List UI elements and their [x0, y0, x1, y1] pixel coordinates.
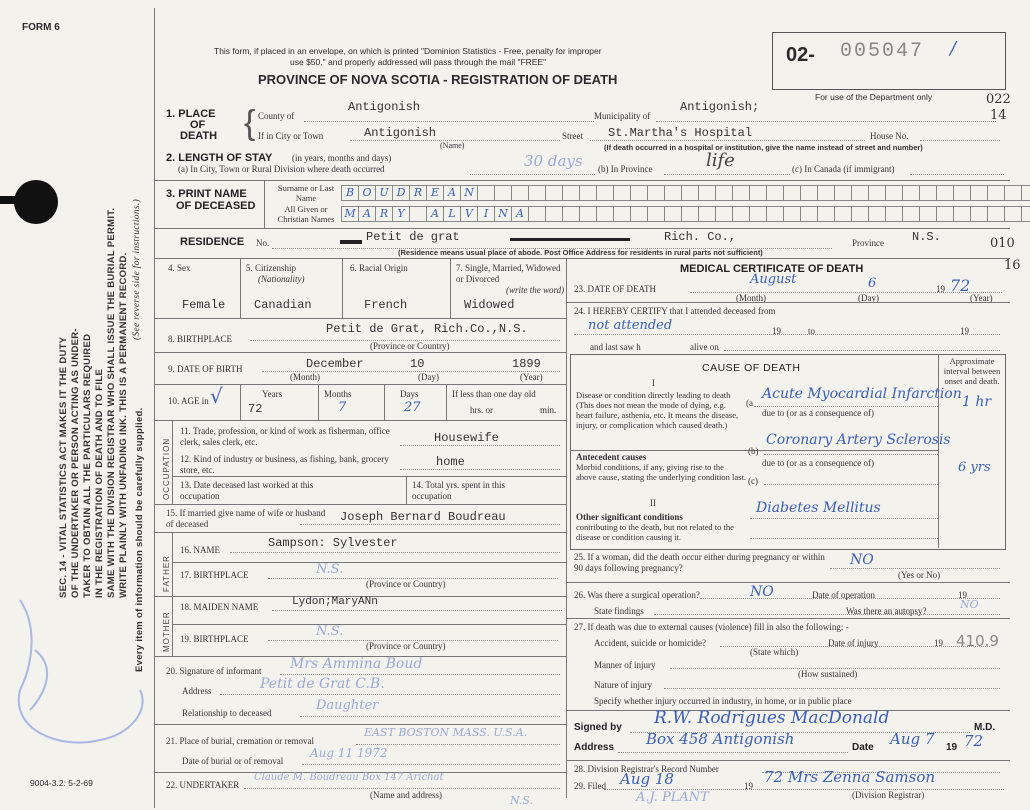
dept-code2: 14	[990, 108, 1007, 123]
filed-date: Aug 18	[620, 770, 674, 788]
hrs-label: hrs. or	[470, 405, 493, 415]
residence-strike	[510, 238, 630, 241]
q23-month: August	[750, 272, 797, 287]
hospital-note: (If death occurred in a hospital or institution, give the name instead of street and number)	[604, 143, 923, 152]
due-to-2: due to (or as a consequence of)	[762, 458, 874, 468]
q27-label: 27. If death was due to external causes (violence) fill in also the following: -	[574, 622, 849, 632]
specify-label: Specify whether injury occurred in industry, in home, or in public place	[594, 696, 852, 706]
racial-label: 6. Racial Origin	[350, 263, 408, 273]
autopsy-label: Was there an autopsy?	[846, 606, 927, 616]
county-value: Antigonish	[348, 100, 421, 114]
last-saw: and last saw h	[590, 342, 641, 352]
q26-value: NO	[750, 584, 774, 600]
q23-label: 23. DATE OF DEATH	[574, 284, 656, 294]
cause-a: (a	[746, 398, 753, 408]
municipality-label: Municipality of	[594, 111, 651, 121]
q23-year-sub: (Year)	[970, 293, 993, 303]
dob-month-sub: (Month)	[290, 372, 320, 382]
due-to-1: due to (or as a consequence of)	[762, 408, 874, 418]
street-label: Street	[562, 131, 583, 141]
filed-19: 19	[744, 781, 753, 791]
q22-value2: N.S.	[510, 794, 534, 807]
side-line5: SAME WITH THE DIVISION REGISTRAR WHO SHALL ISSUE THE BURIAL PERMIT.	[106, 207, 117, 598]
dob-day: 10	[410, 357, 425, 371]
q19-sub: (Province or Country)	[366, 641, 446, 651]
stay-b-value: life	[706, 150, 735, 171]
stay-a-value: 30 days	[524, 152, 583, 170]
q22-sub: (Name and address)	[370, 790, 442, 800]
alive-on: alive on	[690, 342, 719, 352]
q25-label: 25. If a woman, did the death occur either during pregnancy or within 90 days following pregnancy?	[574, 552, 825, 573]
citizenship-value: Canadian	[254, 298, 312, 312]
dob-year-sub: (Year)	[520, 372, 543, 382]
form-code: 9004-3.2: 5-2-69	[30, 778, 93, 788]
medical-title: MEDICAL CERTIFICATE OF DEATH	[680, 263, 864, 275]
q11-value: Housewife	[434, 431, 499, 445]
informant-address: Petit de Grat C.B.	[260, 676, 385, 692]
dob-day-sub: (Day)	[418, 372, 439, 382]
stay-a-label: (a) In City, Town or Rural Division where death occurred	[178, 164, 385, 174]
street-value: St.Martha's Hospital	[608, 126, 753, 140]
q24-value: not attended	[588, 318, 673, 333]
stay-sub: (in years, months and days)	[292, 153, 392, 163]
how-label: (How sustained)	[798, 669, 858, 679]
interval-label: Approximate interval between onset and death.	[943, 356, 1001, 386]
cause-b: (b)	[748, 446, 759, 456]
q24-label: 24. I HEREBY CERTIFY that I attended deceased from	[574, 306, 776, 316]
md-label: M.D.	[974, 722, 996, 733]
residence-value: Petit de grat	[366, 230, 460, 244]
q23-month-sub: (Month)	[736, 293, 766, 303]
stay-c-label: (c) In Canada (if immigrant)	[792, 164, 895, 174]
county-label: County of	[258, 111, 295, 121]
city-name-sub: (Name)	[440, 141, 465, 150]
q16-label: 16. NAME	[180, 545, 220, 555]
dept-code3: 010	[990, 236, 1015, 251]
margin-code: 410.9	[956, 632, 999, 650]
q23-day-sub: (Day)	[858, 293, 879, 303]
sig-address-label: Address	[574, 742, 615, 753]
municipality-value: Antigonish;	[680, 100, 760, 114]
injury-19: 19	[934, 638, 943, 648]
side-line2: OF THE UNDERTAKER OR PERSON ACTING AS UNDER-	[70, 328, 81, 598]
city-value: Antigonish	[364, 126, 437, 140]
form-title: PROVINCE OF NOVA SCOTIA - REGISTRATION OF DEATH	[258, 72, 618, 87]
relationship-value: Daughter	[316, 698, 379, 713]
punch-hole-bar	[0, 196, 38, 204]
autopsy-value: NO	[960, 598, 979, 611]
notice-line1: This form, if placed in an envelope, on which is printed "Dominion Statistics - Free, penalty for improper	[214, 46, 602, 56]
q24-19: 19	[772, 326, 781, 336]
q20-label: 20. Signature of informant	[166, 666, 262, 676]
q17-value: N.S.	[316, 562, 344, 577]
age-label: 10. AGE in	[168, 396, 209, 406]
sex-value: Female	[182, 298, 226, 312]
q29-label: 29. Filed	[574, 781, 607, 791]
state-findings: State findings	[594, 606, 644, 616]
residence-no-label: No.	[256, 238, 270, 248]
age-check: √	[210, 384, 223, 408]
q28-label: 28. Division Registrar's Record Number	[574, 764, 719, 774]
q25-sub: (Yes or No)	[898, 570, 941, 580]
notice-line2: use $50," and properly addressed will pass through the mail "FREE"	[290, 57, 547, 67]
cause-a-interval: 1 hr	[962, 394, 992, 410]
stay-b-label: (b) In Province	[598, 164, 653, 174]
days-value: 27	[404, 400, 421, 415]
place-death: DEATH	[180, 130, 218, 142]
side-line4: IN THE REGISTRATION OF DEATH AND TO FILE	[94, 368, 105, 598]
signed-label: Signed by	[574, 722, 622, 733]
op-19: 19	[958, 590, 967, 600]
province-value: N.S.	[912, 230, 941, 244]
dob-year: 1899	[512, 357, 541, 371]
dob-label: 9. DATE OF BIRTH	[168, 364, 243, 374]
city-label: If in City or Town	[258, 131, 324, 141]
q11-label: 11. Trade, profession, or kind of work as fisherman, office clerk, sales clerk, etc.	[180, 426, 390, 447]
stay-label: 2. LENGTH OF STAY	[166, 152, 273, 164]
burial-date: Aug 11 1972	[310, 746, 388, 760]
q19-label: 19. BIRTHPLACE	[180, 634, 249, 644]
injury-date-label: Date of injury	[828, 638, 879, 648]
marital-label: 7. Single, Married, Widowed or Divorced	[456, 263, 561, 284]
reg-prefix: 02-	[786, 44, 815, 66]
part-two: II	[650, 498, 656, 508]
disease-label: Disease or condition directly leading to death (This does not mean the mode of dying, e.g. heart failure, asthenia, etc. It means the disease, injury, or complication which caused death.)	[576, 390, 739, 430]
form-number: FORM 6	[22, 22, 60, 33]
name-of-deceased: OF DECEASED	[176, 200, 256, 212]
sig-date: Aug 7	[890, 730, 935, 748]
q26-label: 26. Was there a surgical operation?	[574, 590, 700, 600]
antecedent-label: Antecedent causes	[576, 452, 647, 462]
province-label: Province	[852, 238, 884, 248]
birthplace-value: Petit de Grat, Rich.Co.,N.S.	[326, 322, 528, 336]
q22-value: Claude M. Boudreau Box 147 Arichat	[254, 772, 444, 783]
q22-label: 22. UNDERTAKER	[166, 780, 240, 790]
place-of: OF	[190, 119, 206, 131]
cause-b-value: Coronary Artery Sclerosis	[766, 432, 951, 448]
side-line3: TAKER TO OBTAIN ALL THE PARTICULARS REQUIRED	[82, 333, 93, 598]
side-line1: SEC. 14 - VITAL STATISTICS ACT MAKES IT THE DUTY	[58, 336, 69, 598]
accident-label: Accident, suicide or homicide?	[594, 638, 706, 648]
q23-day: 6	[868, 276, 877, 291]
surname-label: Surname or Last Name	[277, 183, 335, 203]
op-date-label: Date of operation	[812, 590, 875, 600]
q24-to: to	[808, 326, 816, 336]
cause-c: (c)	[748, 476, 758, 486]
informant-address-label: Address	[182, 686, 212, 696]
given-label: All Given or Christian Names	[277, 204, 335, 224]
marital-sub: (write the word)	[506, 285, 565, 295]
sig-address: Box 458 Antigonish	[646, 730, 795, 748]
residence-label: RESIDENCE	[180, 236, 245, 248]
less-label: If less than one day old	[452, 389, 536, 399]
side-line8: Every item of information should be carefully supplied.	[134, 407, 145, 672]
manner-label: Manner of injury	[594, 660, 656, 670]
other-label: Other significant conditions	[576, 512, 683, 522]
q15-value: Joseph Bernard Boudreau	[340, 510, 506, 524]
dept-code1: 022	[986, 92, 1011, 107]
q18-label: 18. MAIDEN NAME	[180, 602, 259, 612]
antecedent-sub: Morbid conditions, if any, giving rise to the above cause, stating the underlying condition last.	[576, 462, 746, 482]
side-line7: (See reverse side for instructions.)	[132, 198, 142, 340]
q14-label: 14. Total yrs. spent in this occupation	[412, 480, 505, 501]
q13-label: 13. Date deceased last worked at this occupation	[180, 480, 314, 501]
birthplace-sub: (Province or Country)	[370, 341, 450, 351]
q12-value: home	[436, 455, 465, 469]
side-line6: WRITE PLAINLY WITH UNFADING INK. THIS IS A PERMANENT RECORD.	[118, 252, 129, 598]
years-label: Years	[262, 389, 283, 399]
citizenship-label: 5. Citizenship	[246, 263, 296, 273]
dob-month: December	[306, 357, 364, 371]
cause-a-value: Acute Myocardial Infarction	[762, 386, 962, 402]
residence-redacted	[340, 240, 362, 244]
q15-label: 15. If married give name of wife or husband of deceased	[166, 508, 326, 529]
signed-value: R.W. Rodrigues MacDonald	[654, 708, 890, 728]
q25-value: NO	[850, 552, 874, 568]
sig-19: 19	[946, 742, 958, 753]
min-label: min.	[540, 405, 557, 415]
other-value: Diabetes Mellitus	[756, 500, 881, 516]
place-brace: {	[244, 104, 256, 142]
mother-section: MOTHER	[162, 611, 171, 652]
cause-b-interval: 6 yrs	[958, 460, 991, 475]
q12-label: 12. Kind of industry or business, as fishing, bank, grocery store, etc.	[180, 454, 389, 475]
q23-year: 72	[950, 276, 971, 295]
q18-value: Lydon;MaryANn	[292, 596, 378, 608]
q16-value: Sampson: Sylvester	[268, 536, 398, 550]
birthplace-label: 8. BIRTHPLACE	[168, 334, 232, 344]
marital-value: Widowed	[464, 298, 515, 312]
q21-value: EAST BOSTON MASS. U.S.A.	[364, 726, 528, 739]
racial-value: French	[364, 298, 408, 312]
cause-title: CAUSE OF DEATH	[702, 362, 801, 374]
name-label: 3. PRINT NAME	[166, 188, 247, 200]
q24-19b: 19	[960, 326, 969, 336]
registrar-name: 72 Mrs Zenna Samson	[764, 768, 936, 786]
reg-number: 005047	[840, 40, 925, 63]
q17-label: 17. BIRTHPLACE	[180, 570, 249, 580]
dept-use: For use of the Department only	[815, 92, 933, 102]
months-label: Months	[324, 389, 352, 399]
sig-year: 72	[964, 732, 984, 750]
q20-sig: Mrs Ammina Boud	[290, 656, 423, 672]
dept-code4: 16	[1004, 258, 1021, 273]
father-section: FATHER	[162, 555, 171, 592]
part-one: I	[652, 378, 655, 388]
q21-label: 21. Place of burial, cremation or removal	[166, 736, 314, 746]
place-label: 1. PLACE	[166, 108, 216, 120]
q19-value: N.S.	[316, 624, 344, 639]
years-value: 72	[248, 402, 263, 416]
house-label: House No.	[870, 131, 909, 141]
other-sub: contributing to the death, but not related to the disease or condition causing it.	[576, 522, 734, 542]
surname-boxes: B O U D R E A N	[342, 185, 1030, 201]
q17-sub: (Province or Country)	[366, 579, 446, 589]
nature-label: Nature of injury	[594, 680, 652, 690]
q23-19: 19	[936, 284, 945, 294]
relationship-label: Relationship to deceased	[182, 708, 272, 718]
months-value: 7	[338, 400, 347, 415]
residence-county: Rich. Co.,	[664, 230, 737, 244]
registrar-sub: (Division Registrar)	[852, 790, 925, 800]
burial-date-label: Date of burial or of removal	[182, 756, 284, 766]
given-boxes: M A R Y A L V I N A	[342, 206, 1030, 222]
state-which: (State which)	[750, 647, 799, 657]
reg-check: /	[950, 38, 957, 59]
sex-label: 4. Sex	[168, 263, 191, 273]
days-label: Days	[400, 389, 419, 399]
occupation-section: OCCUPATION	[162, 437, 171, 500]
sig-date-label: Date	[852, 742, 874, 753]
residence-note: (Residence means usual place of abode. Post Office Address for residents in rural parts not sufficient)	[398, 248, 763, 257]
registrar-initials: A.J. PLANT	[636, 790, 709, 805]
citizenship-sub: (Nationality)	[258, 274, 305, 284]
